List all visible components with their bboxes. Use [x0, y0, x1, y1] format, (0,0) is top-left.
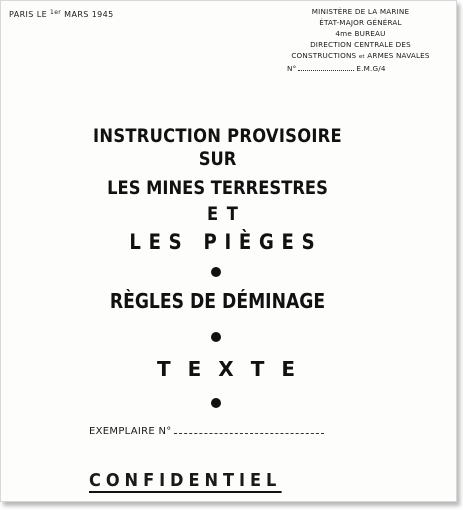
- copy-number-field: [89, 426, 324, 437]
- bullet-dot: [211, 332, 221, 342]
- title-line-deminage: RÈGLES DE DÉMINAGE: [109, 289, 326, 313]
- letterhead-direction: DIRECTION CENTRALE DES: [310, 40, 411, 49]
- letterhead-ministry: MINISTÈRE DE LA MARINE: [311, 7, 410, 16]
- place-date-suffix: MARS 1945: [64, 10, 114, 19]
- title-line-texte: TEXTE: [156, 357, 313, 381]
- reference-dotted-line: [298, 70, 354, 71]
- place-date: [9, 9, 114, 19]
- title-line-pieges: LES PIÈGES: [129, 230, 323, 254]
- title-line-sur: SUR: [198, 148, 237, 170]
- letterhead-constructions-et: et: [358, 54, 365, 60]
- letterhead-bureau: 4me BUREAU: [335, 29, 386, 38]
- reference-suffix: E.M.G/4: [356, 64, 386, 73]
- letterhead-reference: [273, 63, 448, 74]
- copy-number-dotted-line: [174, 433, 324, 434]
- title-line-instruction: INSTRUCTION PROVISOIRE: [93, 125, 342, 147]
- bullet-dot: [211, 267, 221, 277]
- title-line-et: ET: [207, 203, 247, 225]
- reference-prefix: N°: [287, 64, 297, 73]
- letterhead-staff: ÉTAT-MAJOR GÉNÉRAL: [319, 18, 402, 27]
- letterhead-constructions-b: ARMES NAVALES: [367, 51, 430, 60]
- classification-stamp: CONFIDENTIEL: [89, 470, 282, 491]
- place-date-prefix: PARIS LE: [9, 10, 48, 19]
- letterhead-constructions: [273, 50, 448, 63]
- letterhead-constructions-a: CONSTRUCTIONS: [291, 51, 357, 60]
- bullet-dot: [211, 398, 221, 408]
- title-line-mines: LES MINES TERRESTRES: [107, 177, 328, 199]
- copy-number-label: EXEMPLAIRE N°: [89, 426, 172, 437]
- letterhead: [273, 6, 448, 74]
- place-date-ordinal: 1er: [50, 9, 62, 16]
